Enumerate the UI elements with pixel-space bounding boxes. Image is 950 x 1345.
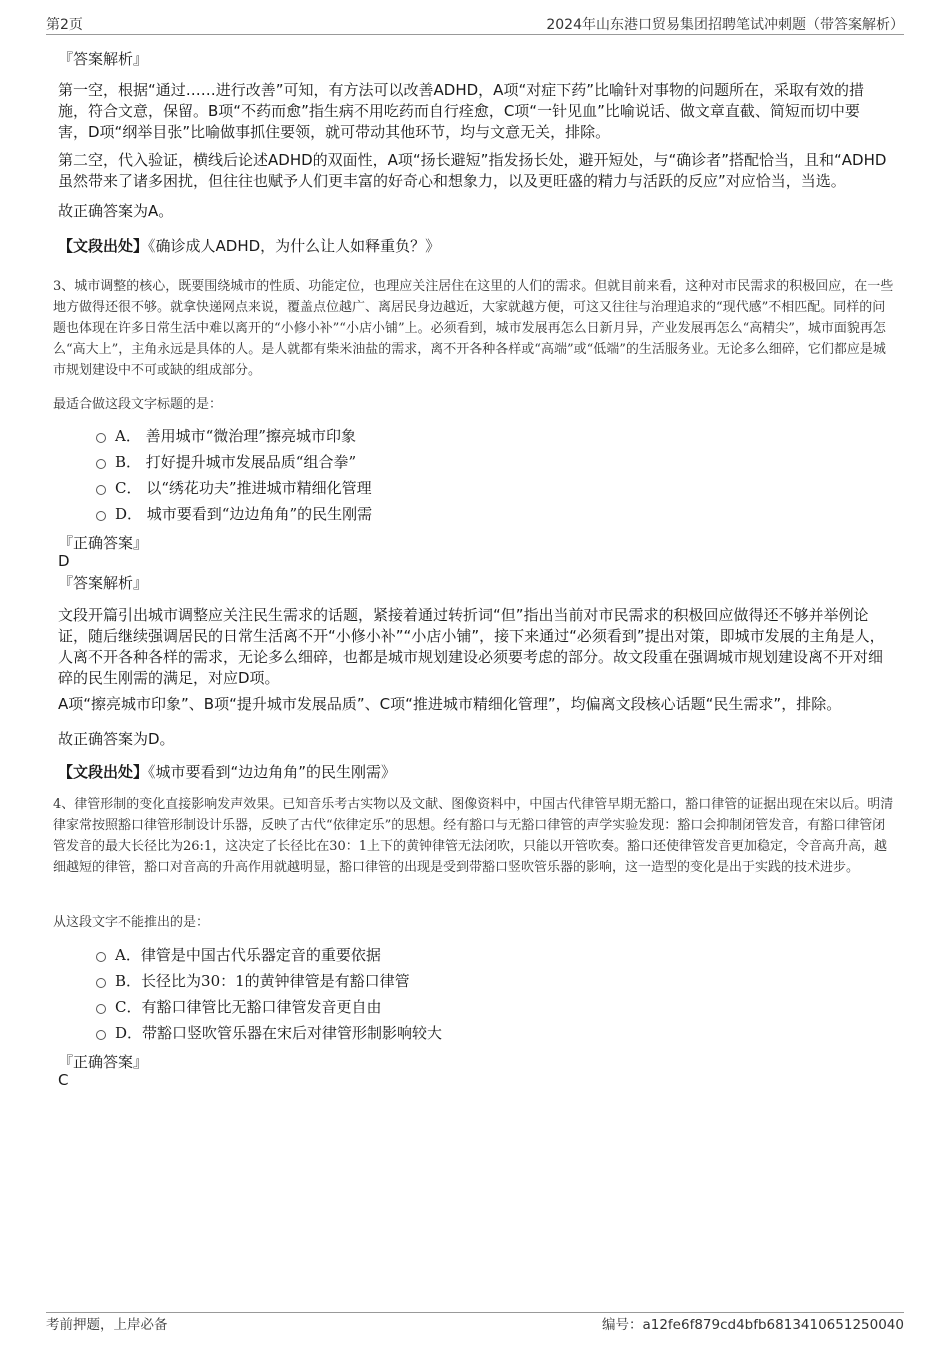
option-b[interactable] (96, 451, 356, 473)
analysis-label: 『答案解析』 (58, 574, 149, 592)
option-c[interactable] (96, 477, 372, 499)
page-number: 第2页 (46, 17, 83, 33)
page-header (46, 14, 904, 34)
analysis-conclusion: 故正确答案为D。 (58, 730, 175, 748)
source-label: 【文段出处】 (58, 237, 149, 255)
radio-icon[interactable] (96, 511, 106, 521)
question-4-prompt: 从这段文字不能推出的是： (53, 915, 210, 930)
analysis-paragraph: 第二空，代入验证，横线后论述ADHD的双面性，A项“扬长避短”指发扬长处，避开短处，与“确诊者”搭配恰当，且和“ADHD虽然带来了诸多困扰，但往往也赋予人们更丰富的好奇心和想象力，以及更旺盛的精力与活跃的反应”对应恰当，当选。 (58, 151, 887, 190)
source-title: 《确诊成人ADHD，为什么让人如释重负？》 (148, 237, 441, 255)
option-c[interactable] (96, 996, 381, 1018)
analysis-paragraph: 第一空，根据“通过……进行改善”可知，有方法可以改善ADHD，A项“对症下药”比喻针对事物的问题所在，采取有效的措施，符合文意，保留。B项“不药而愈”指生病不用吃药而自行痊愈，C项“一针见血”比喻说话、做文章直截、简短而切中要害，D项“纲举目张”比喻做事抓住要领，就可带动其他环节，均与文意无关，排除。 (58, 81, 864, 141)
radio-icon[interactable] (96, 952, 106, 962)
analysis-paragraph: 文段开篇引出城市调整应关注民生需求的话题，紧接着通过转折词“但”指出当前对市民需求的积极回应做得还不够并举例论证，随后继续强调居民的日常生活离不开“小修小补”“小店小铺”，接下来通过“必须看到”提出对策，即城市发展的主角是人，人离不开各种各样的需求，无论多么细碎，也都是城市规划建设必须要考虑的部分。故文段重在强调城市规划建设离不开对细碎的民生刚需的满足，对应D项。 (58, 606, 885, 687)
radio-icon[interactable] (96, 1004, 106, 1014)
radio-icon[interactable] (96, 459, 106, 469)
option-text: A．律管是中国古代乐器定音的重要依据 (115, 946, 381, 964)
option-text: C． 以“绣花功夫”推进城市精细化管理 (115, 479, 372, 497)
radio-icon[interactable] (96, 433, 106, 443)
question-3-prompt: 最适合做这段文字标题的是： (53, 397, 223, 412)
option-text: A． 善用城市“微治理”擦亮城市印象 (115, 427, 356, 445)
code-value: a12fe6f879cd4bfb6813410651250040 (642, 1317, 904, 1333)
question-3-stem: 3、城市调整的核心，既要围绕城市的性质、功能定位，也理应关注居住在这里的人们的需求。但就目前来看，这种对市民需求的积极回应，在一些地方做得还很不够。就拿快递网点来说，覆盖点位越广、离居民身边越近，大家就越方便，可这又往往与治理追求的“现代感”不相匹配。同样的问题也体现在许多日常生活中难以离开的“小修小补”“小店小铺”上。必须看到，城市发展再怎么日新月异，产业发展再怎么“高精尖”，城市面貌再怎么“高大上”，主角永远是具体的人。是人就都有柴米油盐的需求，离不开各种各样或“高端”或“低端”的生活服务业。无论多么细碎，它们都应是城市规划建设中不可或缺的组成部分。 (53, 279, 894, 378)
document-code (602, 1313, 904, 1333)
analysis-conclusion: 故正确答案为A。 (58, 202, 174, 220)
radio-icon[interactable] (96, 1030, 106, 1040)
option-text: B．长径比为30：1的黄钟律管是有豁口律管 (115, 972, 410, 990)
option-text: D． 城市要看到“边边角角”的民生刚需 (115, 505, 373, 523)
option-b[interactable] (96, 970, 410, 992)
source-title: 《城市要看到“边边角角”的民生刚需》 (148, 763, 397, 781)
header-divider (46, 34, 904, 35)
option-a[interactable] (96, 425, 356, 447)
correct-answer: C (58, 1071, 69, 1089)
option-text: B． 打好提升城市发展品质“组合拳” (115, 453, 357, 471)
analysis-paragraph: A项“擦亮城市印象”、B项“提升城市发展品质”、C项“推进城市精细化管理”，均偏离文段核心话题“民生需求”，排除。 (58, 695, 842, 713)
correct-answer: D (58, 552, 70, 570)
option-d[interactable] (96, 1022, 442, 1044)
question-4-stem: 4、律管形制的变化直接影响发声效果。已知音乐考古实物以及文献、图像资料中，中国古代律管早期无豁口，豁口律管的证据出现在宋以后。明清律家常按照豁口律管形制设计乐器，反映了古代“依律定乐”的思想。经有豁口与无豁口律管的声学实验发现：豁口会抑制闭管发音，有豁口律管闭管发音的最大长径比为26:1，这决定了长径比在30：1上下的黄钟律管无法闭吹，只能以开管吹奏。豁口还使律管发音更加稳定，令音高升高，越细越短的律管，豁口对音高的升高作用就越明显，豁口律管的出现是受到带豁口竖吹管乐器的影响，这一造型的变化是出于实践的技术进步。 (53, 797, 894, 875)
source-line (58, 762, 888, 783)
option-d[interactable] (96, 503, 372, 525)
source-label: 【文段出处】 (58, 763, 149, 781)
radio-icon[interactable] (96, 485, 106, 495)
radio-icon[interactable] (96, 978, 106, 988)
correct-answer-label: 『正确答案』 (58, 1053, 149, 1071)
footer-slogan: 考前押题，上岸必备 (46, 1317, 168, 1333)
code-label: 编号： (601, 1317, 643, 1333)
page-footer (46, 1313, 904, 1333)
source-line (58, 236, 888, 257)
option-text: C．有豁口律管比无豁口律管发音更自由 (115, 998, 382, 1016)
analysis-label: 『答案解析』 (58, 50, 149, 68)
correct-answer-label: 『正确答案』 (58, 534, 149, 552)
option-a[interactable] (96, 944, 381, 966)
option-text: D．带豁口竖吹管乐器在宋后对律管形制影响较大 (115, 1024, 443, 1042)
document-title: 2024年山东港口贸易集团招聘笔试冲刺题（带答案解析） (546, 17, 904, 33)
